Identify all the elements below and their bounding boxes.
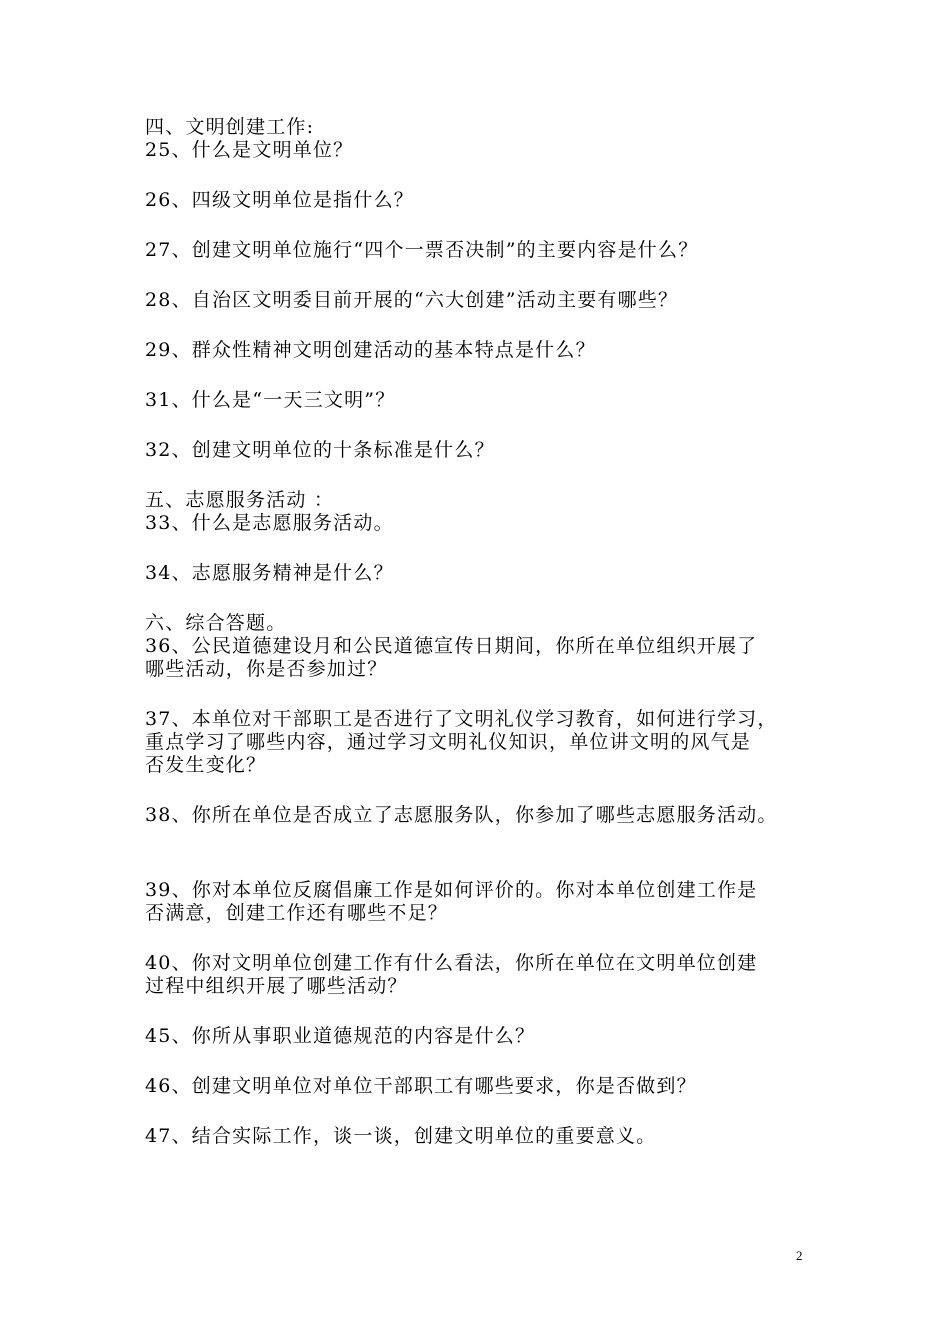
question-38: 38、你所在单位是否成立了志愿服务队，你参加了哪些志愿服务活动。 — [145, 804, 778, 826]
question-27: 27、创建文明单位施行“四个一票否决制”的主要内容是什么？ — [145, 239, 699, 261]
question-33: 33、什么是志愿服务活动。 — [145, 512, 394, 534]
question-40-line-1: 40、你对文明单位创建工作有什么看法，你所在单位在文明单位创建 — [145, 952, 758, 974]
section-heading-5: 五、志愿服务活动 ： — [145, 489, 335, 511]
question-32: 32、创建文明单位的十条标准是什么？ — [145, 439, 495, 461]
question-47: 47、结合实际工作，谈一谈，创建文明单位的重要意义。 — [145, 1125, 657, 1147]
document-body — [145, 116, 835, 1148]
section-heading-4: 四、文明创建工作: — [145, 116, 315, 138]
question-31: 31、什么是“一天三文明”？ — [145, 389, 396, 411]
question-37-line-1: 37、本单位对干部职工是否进行了文明礼仪学习教育，如何进行学习， — [145, 708, 778, 730]
question-37-line-3: 否发生变化？ — [145, 754, 267, 776]
question-36-line-2: 哪些活动，你是否参加过？ — [145, 658, 388, 680]
question-45: 45、你所从事职业道德规范的内容是什么？ — [145, 1025, 536, 1047]
question-39-line-2: 否满意，创建工作还有哪些不足？ — [145, 902, 449, 924]
question-25: 25、什么是文明单位？ — [145, 139, 354, 161]
question-26: 26、四级文明单位是指什么？ — [145, 189, 414, 211]
question-40-line-2: 过程中组织开展了哪些活动？ — [145, 975, 408, 997]
question-36-line-1: 36、公民道德建设月和公民道德宣传日期间，你所在单位组织开展了 — [145, 635, 758, 657]
question-34: 34、志愿服务精神是什么？ — [145, 562, 394, 584]
question-29: 29、群众性精神文明创建活动的基本特点是什么？ — [145, 339, 596, 361]
question-28: 28、自治区文明委目前开展的“六大创建”活动主要有哪些？ — [145, 289, 679, 311]
section-heading-6: 六、综合答题。 — [145, 612, 287, 634]
question-46: 46、创建文明单位对单位干部职工有哪些要求，你是否做到？ — [145, 1075, 697, 1097]
question-37-line-2: 重点学习了哪些内容，通过学习文明礼仪知识，单位讲文明的风气是 — [145, 731, 752, 753]
page-number: 2 — [796, 1248, 803, 1263]
question-39-line-1: 39、你对本单位反腐倡廉工作是如何评价的。你对本单位创建工作是 — [145, 879, 758, 901]
